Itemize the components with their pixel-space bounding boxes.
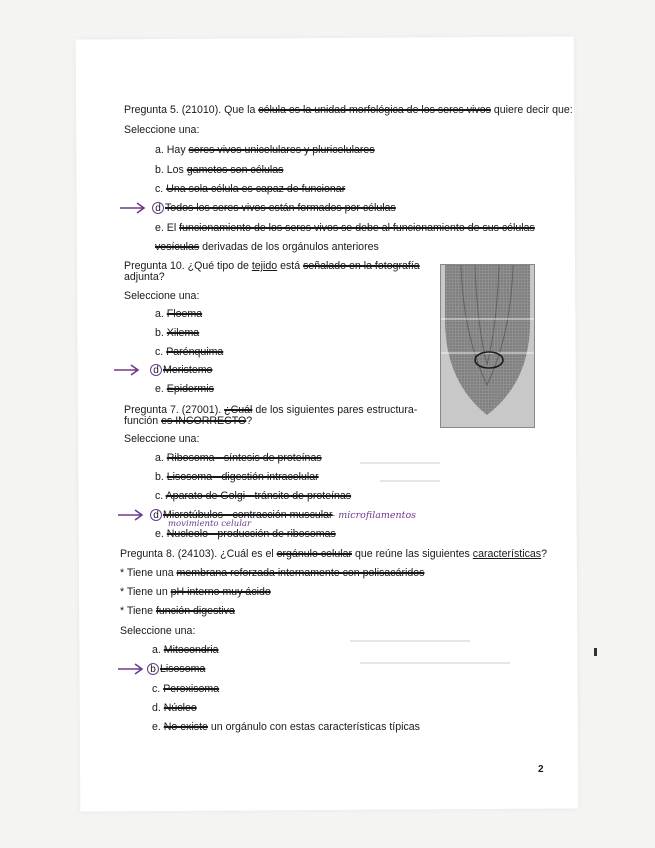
bleed-through-mark xyxy=(380,480,440,482)
q8-bullet-1: * Tiene una membrana reforzada internamente con polisacáridos xyxy=(120,567,425,579)
arrow-icon xyxy=(112,363,142,377)
q8-option-d[interactable]: d. Núcleo xyxy=(152,702,197,714)
q7-select-label: Seleccione una: xyxy=(124,433,200,445)
q10-option-e[interactable]: e. Epidermis xyxy=(155,383,214,395)
q5-option-e[interactable]: e. El funcionamiento de los seres vivos se debe al funcionamiento de sus células xyxy=(155,222,535,234)
q8-select-label: Seleccione una: xyxy=(120,625,196,637)
q5-header: Pregunta 5. (21010). Que la célula es la unidad morfológica de los seres vivos quiere decir que: xyxy=(124,104,573,116)
q10-option-a[interactable]: a. Floema xyxy=(155,308,203,320)
micrograph-image xyxy=(441,265,534,427)
q7-option-e[interactable]: e. Nucleolo - producción de ribosomas xyxy=(155,528,336,540)
q7-option-d[interactable]: d Microtúbulos - contracción muscular xyxy=(150,509,333,521)
q8-bullet-2: * Tiene un pH interno muy ácido xyxy=(120,586,271,598)
q8-bullet-3: * Tiene función digestiva xyxy=(120,605,235,617)
q7-header: Pregunta 7. (27001). ¿Cuál de los siguientes pares estructura- xyxy=(124,404,418,416)
q10-option-c[interactable]: c. Parénquima xyxy=(155,346,224,358)
q5-option-e-continued: vesículas derivadas de los orgánulos anteriores xyxy=(155,241,379,253)
bleed-through-mark xyxy=(360,662,510,664)
root-tip-micrograph xyxy=(440,264,535,428)
selected-answer-circle: d xyxy=(152,202,164,214)
selected-answer-circle: d xyxy=(150,364,162,376)
arrow-icon xyxy=(116,508,146,522)
q5-option-a[interactable]: a. Hay seres vivos unicelulares y pluricelulares xyxy=(155,144,375,156)
bleed-through-mark xyxy=(350,640,470,642)
scan-mark xyxy=(594,648,597,656)
q7-option-b[interactable]: b. Lisosoma - digestión intracelular xyxy=(155,471,319,483)
selected-answer-circle: b xyxy=(147,663,159,675)
q10-option-b[interactable]: b. Xilema xyxy=(155,327,200,339)
q10-header: Pregunta 10. ¿Qué tipo de tejido está señalado en la fotografía xyxy=(124,260,420,272)
handwritten-note: movimiento celular xyxy=(168,519,252,529)
q10-select-label: Seleccione una: xyxy=(124,290,200,302)
q5-option-d[interactable]: d Todos los seres vivos están formados por células xyxy=(152,202,396,214)
q8-header: Pregunta 8. (24103). ¿Cuál es el orgánulo celular que reúne las siguientes características? xyxy=(120,548,547,560)
page-number: 2 xyxy=(538,764,544,775)
q10-header-line2: adjunta? xyxy=(124,271,165,283)
q5-option-c[interactable]: c. Una sola célula es capaz de funcionar xyxy=(155,183,346,195)
q5-select-label: Seleccione una: xyxy=(124,124,200,136)
q5-option-b[interactable]: b. Los gametos son células xyxy=(155,164,284,176)
q8-option-a[interactable]: a. Mitocondria xyxy=(152,644,219,656)
arrow-icon xyxy=(116,662,146,676)
arrow-icon xyxy=(118,201,148,215)
q7-option-c[interactable]: c. Aparato de Golgi - tránsito de proteínas xyxy=(155,490,352,502)
handwritten-note: - microfilamentos xyxy=(332,510,417,521)
bleed-through-mark xyxy=(360,462,440,464)
q7-option-a[interactable]: a. Ribosoma - síntesis de proteínas xyxy=(155,452,322,464)
q8-option-b[interactable]: b Lisosoma xyxy=(147,663,205,675)
q8-option-e[interactable]: e. No existe un orgánulo con estas características típicas xyxy=(152,721,420,733)
q10-option-d[interactable]: d Meristemo xyxy=(150,364,212,376)
q8-option-c[interactable]: c. Peroxisoma xyxy=(152,683,220,695)
q7-header-line2: función es INCORRECTO? xyxy=(124,415,253,427)
selected-answer-circle: d xyxy=(150,509,162,521)
